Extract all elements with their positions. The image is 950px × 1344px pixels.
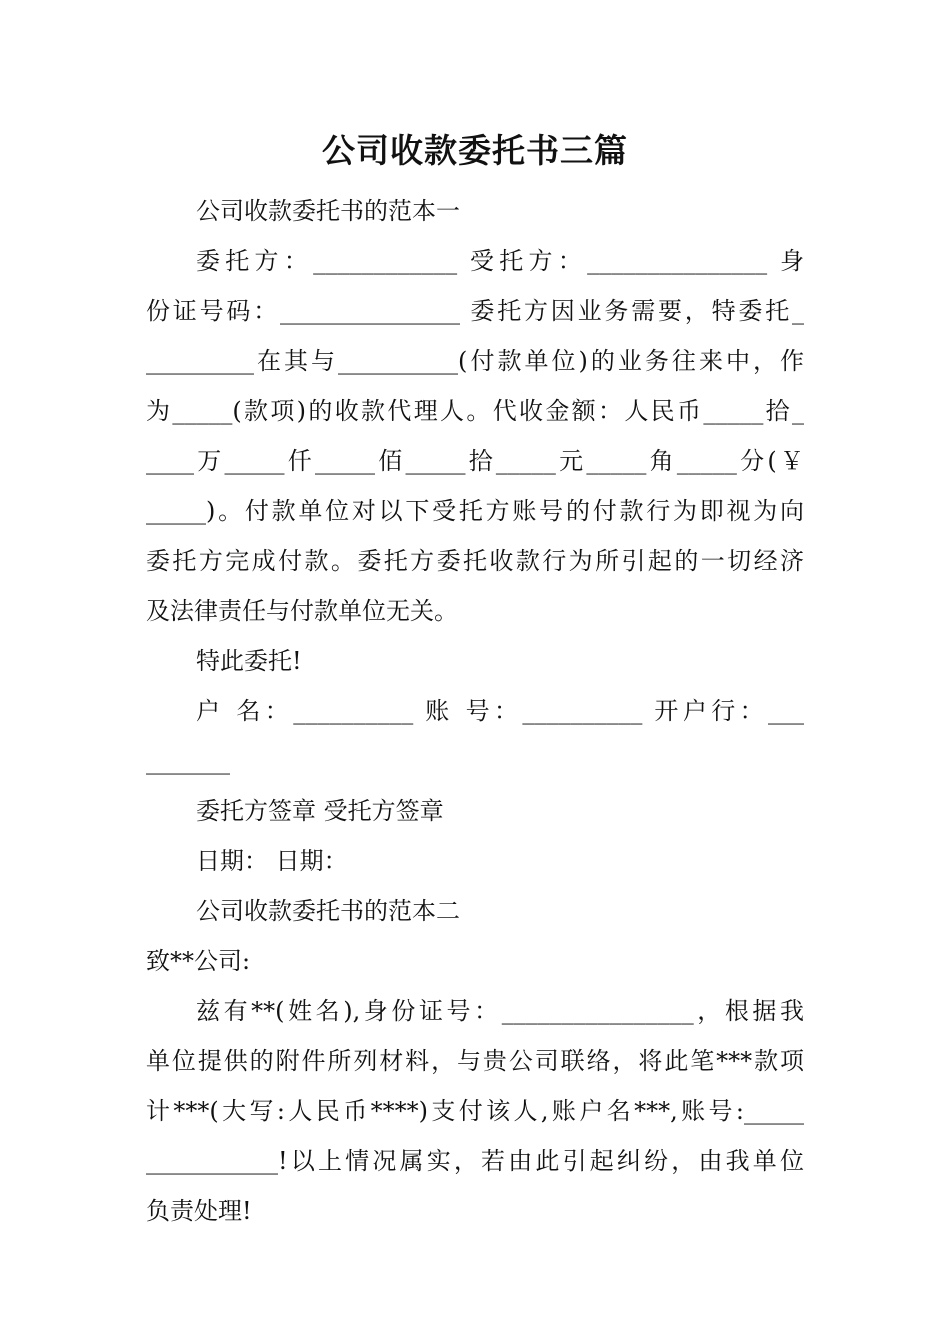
paragraph-line: ___________!以上情况属实，若由此引起纠纷，由我单位 [146, 1147, 804, 1175]
paragraph-line: _____)。付款单位对以下受托方账号的付款行为即视为向 [146, 497, 804, 525]
paragraph-line: 份证号码：_______________ 委托方因业务需要，特委托_ [146, 297, 804, 325]
paragraph-line: 兹有**(姓名),身份证号：________________，根据我 [196, 997, 804, 1025]
paragraph-line: ____万_____仟_____佰_____拾_____元_____角_____分(￥ [146, 447, 804, 475]
section-heading-sample-one: 公司收款委托书的范本一 [196, 197, 460, 225]
paragraph-line: 委托方完成付款。委托方委托收款行为所引起的一切经济 [146, 547, 804, 575]
signature-line: 委托方签章 受托方签章 [196, 797, 444, 825]
paragraph-line: 为_____(款项)的收款代理人。代收金额：人民币_____拾_ [146, 397, 804, 425]
paragraph-line: 单位提供的附件所列材料，与贵公司联络，将此笔***款项 [146, 1047, 804, 1075]
paragraph-line: 及法律责任与付款单位无关。 [146, 597, 458, 625]
paragraph-line: 负责处理! [146, 1197, 252, 1225]
account-line: 户 名：__________ 账 号：__________ 开户行：___ [196, 697, 804, 725]
paragraph-line: 委托方：____________ 受托方：_______________ 身 [196, 247, 804, 275]
document-title: 公司收款委托书三篇 [322, 131, 628, 170]
account-line-continued: _______ [146, 747, 230, 775]
paragraph-line: 计***(大写:人民币****)支付该人,账户名***,账号:_____ [146, 1097, 804, 1125]
closing-line: 特此委托! [196, 647, 302, 675]
paragraph-line: _________在其与__________(付款单位)的业务往来中，作 [146, 347, 804, 375]
section-heading-sample-two: 公司收款委托书的范本二 [196, 897, 460, 925]
date-line: 日期： 日期： [196, 847, 348, 875]
salutation-line: 致**公司: [146, 947, 251, 975]
